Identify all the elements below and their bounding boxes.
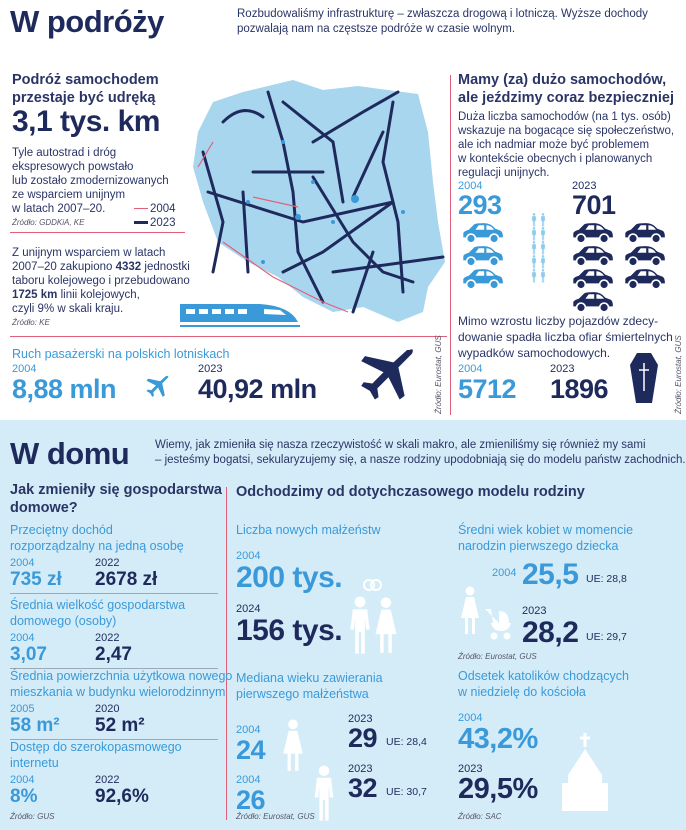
- church-value-2004: 43,2%: [458, 723, 538, 755]
- household-year-2: 2022: [95, 632, 120, 644]
- label-line: narodzin pierwszego dziecka: [458, 539, 619, 553]
- car-icon: [568, 291, 616, 313]
- heading-line: Jak zmieniły się gospodarstwa: [10, 482, 222, 498]
- household-year-1: 2005: [10, 703, 35, 715]
- rail-text: [12, 246, 190, 316]
- cars-year-2023: 2023: [572, 180, 597, 192]
- deaths-year-2004: 2004: [458, 363, 483, 375]
- household-value-2: 2,47: [95, 644, 132, 665]
- car-icon: [620, 245, 668, 267]
- air-year-2023: 2023: [198, 363, 223, 375]
- cars-heading: [458, 71, 674, 107]
- travel-intro: [237, 7, 648, 37]
- household-value-1: 8%: [10, 786, 38, 807]
- marriages-label: Liczba nowych małżeństw: [236, 523, 381, 537]
- women-year-2004: 2004: [236, 724, 261, 736]
- red-line-swatch: [134, 208, 148, 209]
- text: jednostki: [141, 261, 190, 273]
- person-icon: [530, 255, 538, 269]
- household-item-label: [10, 522, 184, 554]
- intro-line: pozwalają nam na częstsze podróże w czasie wolnym.: [237, 23, 516, 35]
- car-icon: [568, 245, 616, 267]
- label-line: Odsetek katolików chodzących: [458, 669, 629, 683]
- label-line: Średnia wielkość gospodarstwa: [10, 598, 186, 612]
- navy-line-swatch: [134, 221, 148, 224]
- median-source: Źródło: Eurostat, GUS: [236, 812, 315, 821]
- cars-source: Źródło: Eurostat, GUS: [674, 335, 683, 414]
- person-icon: [530, 213, 538, 227]
- mother-year-2023: 2023: [522, 605, 547, 617]
- mother-year-2004: 2004: [492, 567, 517, 579]
- label-line: Średni wiek kobiet w momencie: [458, 523, 634, 537]
- intro-line: Rozbudowaliśmy infrastrukturę – zwłaszcza drogową i lotniczą. Wyższe dochody: [237, 8, 648, 20]
- median-label: [236, 670, 383, 702]
- label-line: Dostęp do szerokopasmowego: [10, 740, 182, 754]
- church-year-2004: 2004: [458, 712, 483, 724]
- text: linii kolejowych,: [57, 289, 140, 301]
- label-line: rozporządzalny na jedną osobę: [10, 539, 184, 553]
- text: 2007–20 zakupiono: [12, 261, 116, 273]
- cars-value-2004: 293: [458, 190, 502, 220]
- vertical-divider: [226, 487, 227, 820]
- households-source: Źródło: GUS: [10, 812, 55, 821]
- travel-title: W podróży: [10, 4, 164, 39]
- roads-source: Źródło: GDDKiA, KE: [12, 218, 85, 227]
- rings-icon: [362, 578, 384, 592]
- car-icon: [568, 268, 616, 290]
- big-plane-icon: [355, 345, 417, 407]
- household-year-1: 2004: [10, 632, 35, 644]
- divider: [10, 232, 185, 233]
- text-line: taboru kolejowego i przebudowano: [12, 275, 190, 287]
- car-icon: [458, 268, 506, 290]
- heading-line: domowe?: [10, 500, 78, 516]
- label-line: domowego (osoby): [10, 614, 117, 628]
- text-line: ale ich nadmiar może być problemem: [458, 139, 650, 151]
- label-line: Mediana wieku zawierania: [236, 671, 383, 685]
- home-intro: [155, 438, 686, 468]
- person-icon: [539, 241, 547, 255]
- label-line: mieszkania w budynku wielorodzinnym: [10, 685, 226, 699]
- household-year-2: 2020: [95, 703, 120, 715]
- household-value-2: 52 m²: [95, 715, 145, 736]
- household-value-2: 92,6%: [95, 786, 149, 807]
- text-line: [12, 260, 190, 274]
- text-line: Z unijnym wsparciem w latach: [12, 247, 166, 259]
- marriages-value-2024: 156 tys.: [236, 614, 343, 647]
- label-line: Przeciętny dochód: [10, 523, 113, 537]
- woman-icon: [280, 715, 306, 777]
- air-value-2004: 8,88 mln: [12, 374, 117, 404]
- air-year-2004: 2004: [12, 363, 37, 375]
- cars-value-2023: 701: [572, 190, 616, 220]
- text-line: w latach 2007–20.: [12, 203, 106, 215]
- heading-line: Mamy (za) dużo samochodów,: [458, 72, 667, 88]
- mother-eu-2004: UE: 28,8: [586, 573, 627, 585]
- legend-label: 2023: [150, 217, 176, 229]
- church-value-2023: 29,5%: [458, 773, 538, 805]
- text-line: wypadków samochodowych.: [458, 346, 611, 360]
- car-icon: [620, 268, 668, 290]
- household-item-label: [10, 739, 182, 771]
- car-icon: [620, 222, 668, 244]
- person-icon: [530, 269, 538, 283]
- church-source: Źródło: SAC: [458, 812, 502, 821]
- text-line: dowanie spadła liczba ofiar śmiertelnych: [458, 330, 673, 344]
- text-line: lub zostało zmodernizowanych: [12, 175, 169, 187]
- rail-source: Źródło: KE: [12, 318, 50, 327]
- marriages-value-2004: 200 tys.: [236, 561, 343, 594]
- intro-line: – jesteśmy bogatsi, sekularyzujemy się, a nasze rodziny upodobniają się do modelu państw zachodnich.: [155, 454, 686, 466]
- pram-icon: [483, 605, 513, 640]
- home-title: W domu: [10, 436, 130, 471]
- legend-label: 2004: [150, 203, 176, 215]
- households-heading: [10, 481, 222, 517]
- text-line: Mimo wzrostu liczby pojazdów zdecy-: [458, 314, 659, 328]
- intro-line: Wiemy, jak zmieniła się nasza rzeczywistość w skali makro, ale zmieniliśmy się również my sami: [155, 439, 646, 451]
- household-item-label: [10, 597, 185, 629]
- train-icon: [180, 300, 300, 328]
- person-icon: [539, 227, 547, 241]
- small-plane-icon: [144, 374, 170, 400]
- deaths-value-2004: 5712: [458, 374, 517, 404]
- air-heading: Ruch pasażerski na polskich lotniskach: [12, 347, 230, 361]
- heading-line: Podróż samochodem: [12, 72, 159, 88]
- roads-heading: [12, 71, 159, 107]
- men-value-2023: 32: [348, 773, 378, 803]
- legend-2004: [134, 202, 176, 216]
- roads-value: 3,1 tys. km: [12, 105, 160, 138]
- man-icon: [348, 595, 372, 657]
- women-value-2023: 29: [348, 723, 378, 753]
- heading-line: ale jeździmy coraz bezpieczniej: [458, 90, 674, 106]
- women-year-2023: 2023: [348, 713, 373, 725]
- household-value-1: 58 m²: [10, 715, 60, 736]
- coffin-icon: [630, 353, 658, 403]
- church-year-2023: 2023: [458, 763, 483, 775]
- person-icon: [539, 255, 547, 269]
- mother-value-2023: 28,2: [522, 616, 579, 649]
- car-icon: [458, 222, 506, 244]
- women-value-2004: 24: [236, 735, 266, 765]
- man-icon: [312, 765, 336, 823]
- label-line: Średnia powierzchnia użytkowa nowego: [10, 669, 233, 683]
- text-line: ze wsparciem unijnym: [12, 189, 126, 201]
- men-year-2023: 2023: [348, 763, 373, 775]
- marriages-year-2024: 2024: [236, 603, 261, 615]
- household-year-2: 2022: [95, 774, 120, 786]
- deaths-year-2023: 2023: [550, 363, 575, 375]
- air-value-2023: 40,92 mln: [198, 374, 317, 404]
- text-line: regulacji unijnych.: [458, 167, 550, 179]
- household-year-1: 2004: [10, 774, 35, 786]
- rail-km: 1725 km: [12, 289, 58, 301]
- person-icon: [530, 241, 538, 255]
- mother-icon: [458, 582, 482, 640]
- text-line: [12, 288, 190, 302]
- text-line: w kontekście obecnych i planowanych: [458, 153, 653, 165]
- woman-icon: [372, 595, 400, 657]
- units-count: 4332: [115, 261, 142, 273]
- car-icon: [568, 222, 616, 244]
- label-line: pierwszego małżeństwa: [236, 687, 369, 701]
- poland-road-map: [183, 72, 448, 334]
- text-line: ekspresowych powstało: [12, 161, 134, 173]
- household-year-1: 2004: [10, 557, 35, 569]
- mother-eu-2023: UE: 29,7: [586, 631, 627, 643]
- divider: [10, 336, 447, 337]
- men-year-2004: 2004: [236, 774, 261, 786]
- person-icon: [539, 213, 547, 227]
- text-line: czyli 9% w skali kraju.: [12, 303, 124, 315]
- mother-value-2004: 25,5: [522, 558, 579, 591]
- household-year-2: 2022: [95, 557, 120, 569]
- text-line: Duża liczba samochodów (na 1 tys. osób): [458, 111, 671, 123]
- household-value-1: 735 zł: [10, 569, 62, 590]
- label-line: internetu: [10, 756, 59, 770]
- label-line: w niedzielę do kościoła: [458, 685, 586, 699]
- vertical-divider: [450, 75, 451, 415]
- cars-year-2004: 2004: [458, 180, 483, 192]
- church-icon: [556, 733, 614, 811]
- deaths-value-2023: 1896: [550, 374, 609, 404]
- household-item-label: [10, 668, 232, 700]
- car-icon: [458, 245, 506, 267]
- household-value-2: 2678 zł: [95, 569, 158, 590]
- mother-source: Źródło: Eurostat, GUS: [458, 652, 537, 661]
- church-label: [458, 668, 629, 700]
- household-value-1: 3,07: [10, 644, 47, 665]
- cars-text: [458, 110, 674, 180]
- family-heading: Odchodzimy od dotychczasowego modelu rodziny: [236, 484, 585, 500]
- men-value-2004: 26: [236, 785, 266, 815]
- text-line: Tyle autostrad i dróg: [12, 147, 117, 159]
- legend-2023: [134, 216, 176, 230]
- mother-label: [458, 522, 633, 554]
- person-icon: [530, 227, 538, 241]
- text-line: wskazuje na bogacące się społeczeństwo,: [458, 125, 675, 137]
- marriages-year-2004: 2004: [236, 550, 261, 562]
- person-icon: [539, 269, 547, 283]
- air-source: Źródło: Eurostat, GUS: [434, 335, 443, 414]
- item-divider: [10, 593, 218, 594]
- heading-line: przestaje być udręką: [12, 90, 156, 106]
- men-eu-value: UE: 30,7: [386, 786, 427, 798]
- women-eu-value: UE: 28,4: [386, 736, 427, 748]
